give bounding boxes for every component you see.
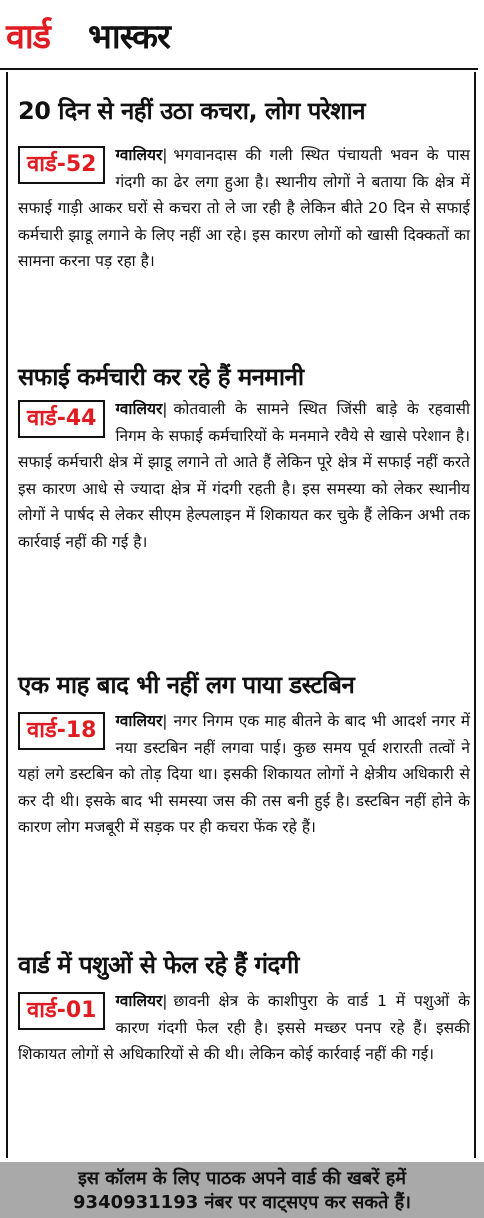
footer-banner [0, 1162, 484, 1218]
story-text: छावनी क्षेत्र के काशीपुरा के वार्ड 1 में पशुओं के कारण गंदगी फेल रही है। इससे मच्छर पनप रहे हैं। इसकी शिकायत लोगों से अधिकारियों से की थी। लेकिन कोई कार्रवाई नहीं की गई। [18, 992, 470, 1063]
ward-badge: वार्ड-52 [18, 146, 105, 184]
dateline: ग्वालियर [115, 146, 163, 164]
dateline: ग्वालियर [115, 400, 163, 418]
story-headline: एक माह बाद भी नहीं लग पाया डस्टबिन [18, 671, 355, 699]
story-headline: 20 दिन से नहीं उठा कचरा, लोग परेशान [18, 97, 366, 125]
dateline-separator: | [162, 146, 168, 164]
masthead-rule [0, 68, 478, 70]
story-text: भगवानदास की गली स्थित पंचायती भवन के पास गंदगी का ढेर लगा हुआ है। स्थानीय लोगों ने बताया कि क्षेत्र में सफाई गाड़ी आकर घरों से कचरा तो ले जा रही है लेकिन बीते 20 दिन से सफाई कर्मचारी झाडू लगाने के लिए नहीं आ रहे। इस कारण लोगों को खासी दिक्कतों का सामना करना पड़ रहा है। [18, 146, 470, 270]
story-headline: सफाई कर्मचारी कर रहे हैं मनमानी [18, 363, 304, 391]
story-headline: वार्ड में पशुओं से फेल रहे हैं गंदगी [18, 951, 300, 979]
masthead-ward: वार्ड [6, 17, 50, 57]
footer-line-1: इस कॉलम के लिए पाठक अपने वार्ड की खबरें हमें [77, 1168, 407, 1189]
footer-line-2: 9340931193 नंबर पर वाट्सएप कर सकते हैं। [73, 1192, 411, 1213]
story-body [18, 708, 470, 841]
dateline-separator: | [162, 400, 168, 418]
ward-badge: वार्ड-18 [18, 712, 105, 750]
story-text: नगर निगम एक माह बीतने के बाद भी आदर्श नगर में नया डस्टबिन नहीं लगवा पाई। कुछ समय पूर्व शरारती तत्वों ने यहां लगे डस्टबिन को तोड़ दिया था। इसकी शिकायत लोगों ने क्षेत्रीय अधिकारी से कर दी थी। इसके बाद भी समस्या जस की तस बनी हुई है। डस्टबिन नहीं होने के कारण लोग मजबूरी में सड़क पर ही कचरा फेंक रहे हैं। [18, 712, 470, 836]
masthead-bhaskar: भास्कर [88, 17, 170, 57]
story-text: कोतवाली के सामने स्थित जिंसी बाड़े के रहवासी निगम के सफाई कर्मचारियों के मनमाने रवैये से खासे परेशान है। सफाई कर्मचारी क्षेत्र में झाडू लगाने तो आते हैं लेकिन पूरे क्षेत्र में सफाई नहीं करते इस कारण आधे से ज्यादा क्षेत्र में गंदगी रहती है। इस समस्या को लेकर स्थानीय लोगों ने पार्षद से लेकर सीएम हेल्पलाइन में शिकायत कर चुके हैं लेकिन अभी तक कार्रवाई नहीं की गई है। [18, 400, 470, 551]
dateline: ग्वालियर [115, 712, 163, 730]
masthead [6, 8, 482, 58]
dateline-separator: | [162, 712, 168, 730]
dateline-separator: | [162, 992, 168, 1010]
content-frame [6, 72, 476, 1158]
ward-badge: वार्ड-01 [18, 992, 105, 1030]
ward-badge: वार्ड-44 [18, 400, 105, 438]
story-body [18, 396, 470, 555]
story-body [18, 988, 470, 1068]
story-body [18, 142, 470, 275]
dateline: ग्वालियर [115, 992, 163, 1010]
